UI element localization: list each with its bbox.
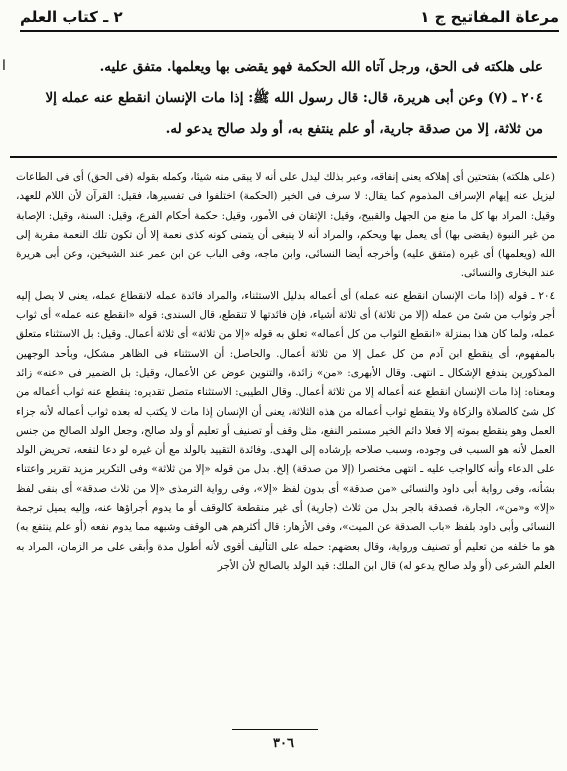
- hadith-line: على هلكته فى الحق، ورجل آتاه الله الحكمة فهو يقضى بها ويعلمها. متفق عليه.: [99, 59, 543, 75]
- commentary-text: [16, 168, 555, 576]
- running-title-book: مرعاة المفاتيح ج ١: [420, 8, 559, 26]
- hadith-line: من ثلاثة، إلا من صدقة جارية، أو علم ينتفع به، أو ولد صالح يدعو له.: [165, 121, 543, 137]
- hadith-line: ٢٠٤ ـ (٧) وعن أبى هريرة، قال: قال رسول الله ﷺ: إذا مات الإنسان انقطع عنه عمله إلا: [45, 90, 543, 106]
- page-number: ٣٠٦: [273, 736, 294, 751]
- hadith-text: [32, 52, 543, 145]
- margin-mark: ا: [2, 58, 6, 74]
- footer-divider: [232, 729, 318, 730]
- commentary-paragraph: ٢٠٤ ـ قوله (إذا مات الإنسان انقطع عنه عمله) أى أعماله بدليل الاستثناء، والمراد فائدة عمله لانقطاع عمله، يعنى لا يصل إليه أجر وثواب من شئ من عمله (إلا من ثلاثة) أى ثلاثة أشياء، فإن فائدتها لا تنقطع، قال السندى: قوله «انقطع عنه عمله» أى ثواب عمله، ولما كان هذا بمنزلة «انقطع الثواب من كل أعماله» تعلق به قوله «إلا من ثلاثة» أى ثلاثة أعمال. وقيل: بل الاستثناء متعلق بالمفهوم، أى ينقطع ابن آدم من كل عمل إلا من ثلاثة أعمال. والحاصل: أن الاستثناء فى الظاهر مشكل، وبأحد الوجهين المذكورين يندفع الإشكال ـ انتهى. وقال الأبهرى: «من» زائدة، والتنوين عوض عن الأعمال، وقيل: بل الضمير فى «عنه» زائد ومعناه: إذا مات الإنسان انقطع عنه أعماله إلا من ثلاثة أعمال. وقال الطيبى: الاستثناء متصل تقديره: ينقطع عنه ثواب أعماله من كل شئ كالصلاة والزكاة ولا ينقطع ثواب أعماله من هذه الثلاثة، يعنى أن الإنسان إذا مات لا يكتب له بعده ثواب أعماله لأنه جزاء العمل وهو ينقطع بموته إلا فعلا دائم الخير مستمر النفع، مثل وقف أو تصنيف أو تعليم أو ولد صالح، وجعل الولد الصالح من جنس العمل لأنه هو السبب فى وجوده، وسبب صلاحه بإرشاده إلى الهدى. وفائدة التقييد بالولد مع أن غيره لو دعا لنفعه، تحريض الولد على الدعاء وأنه كالواجب عليه ـ انتهى مختصرا (إلا من صدقة) إلخ. بدل من قوله «إلا من ثلاثة» وفى التكرير مزيد تقرير واعتناء بشأنه، وفى رواية أبى داود والنسائى «من صدقة» أى بدون لفظ «إلا»، وفى رواية الترمذى «إلا من ثلاث صدقة» أى بنفى لفظ «إلا» و«من»، الجارة، فصدقة بالجر بدل من ثلاث (جارية) أى غير منقطعة كالوقف أو ما يدوم أجراؤها عنه، وإليه يميل ترجمة النسائى وأبى داود بلفظ «باب الصدقة عن الميت»، وفى الأزهار: قال أكثرهم هى الوقف وشبهه مما يدوم نفعه (أو علم ينتفع به) هو ما خلفه من تعليم أو تصنيف ورواية، وقال بعضهم: حمله على التأليف أقوى لأنه أطول مدة وأبقى على مر الزمان، المراد به العلم الشرعى (أو ولد صالح يدعو له) قال ابن الملك: قيد الولد بالصالح لأن الأجر: [16, 289, 555, 572]
- page-header: [20, 4, 559, 32]
- commentary-paragraph: (على هلكته) بفتحتين أى إهلاكه يعنى إنفاقه، وعبر بذلك ليدل على أنه لا يبقى منه شيئا، وكمله بقوله (فى الحق) أى فى الطاعات ليزيل عنه إيهام الإسراف المذموم كما يقال: لا سرف فى الخير (الحكمة) اختلفوا فى تفسيرها، فقيل: القرآن لأن اللام للعهد، وقيل: المراد بها كل ما منع من الجهل والقبيح، وقيل: الإتقان فى الأمور، وقيل: حكمة أحكام الفرع، وقيل: السنة، وقيل: الإصابة من غير النبوة (يقضى بها) أى يعمل بها ويحكم، والمراد أنه لا ينبغى أن يتمنى كونه كذى نعمة إلا أن تكون تلك النعمة مقربة إلى الله (ويعلمها) أى غيره (متفق عليه) وأخرجه أيضا النسائى، وابن ماجه، وفى الباب عن ابن عمر عند الشيخين، وعن أبى هريرة عند البخارى والنسائى.: [16, 171, 555, 280]
- running-title-chapter: ٢ ـ كتاب العلم: [20, 8, 123, 26]
- section-divider: [10, 156, 557, 158]
